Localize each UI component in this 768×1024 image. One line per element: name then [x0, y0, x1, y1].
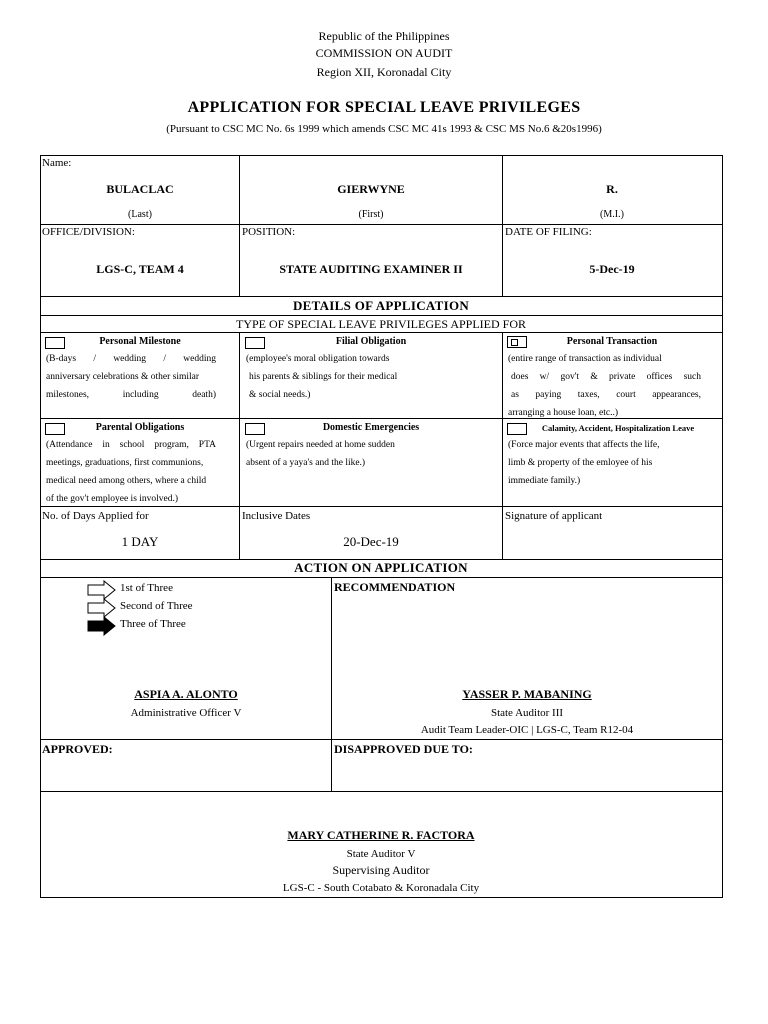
domestic-emergencies-checkbox[interactable]: [245, 423, 265, 435]
left-signatory-name: ASPIA A. ALONTO: [134, 687, 238, 701]
final-signatory-name: MARY CATHERINE R. FACTORA: [287, 828, 475, 842]
position-label: POSITION:: [242, 226, 296, 238]
inclusive-dates-label: Inclusive Dates: [242, 510, 311, 522]
form-title: APPLICATION FOR SPECIAL LEAVE PRIVILEGES: [187, 99, 581, 116]
filial-obligation-title: Filial Obligation: [335, 336, 407, 347]
step-three-label: Three of Three: [120, 618, 186, 630]
personal-milestone-title: Personal Milestone: [99, 336, 181, 347]
domestic-emergencies-title: Domestic Emergencies: [322, 422, 420, 433]
final-signatory-role: Supervising Auditor: [332, 863, 430, 877]
right-signatory-team: Audit Team Leader-OIC | LGS-C, Team R12-04: [420, 724, 634, 736]
signature-label: Signature of applicant: [505, 510, 603, 522]
details-heading: DETAILS OF APPLICATION: [292, 298, 470, 313]
step-one-label: 1st of Three: [120, 582, 173, 594]
office-label: OFFICE/DIVISION:: [42, 226, 135, 238]
action-heading: ACTION ON APPLICATION: [294, 560, 468, 575]
calamity-leave-title: Calamity, Accident, Hospitalization Leave: [541, 423, 695, 433]
middle-initial-caption: (M.I.): [600, 209, 624, 220]
form-subtitle: (Pursuant to CSC MC No. 6s 1999 which amends CSC MC 41s 1993 & CSC MS No.6 &20s1996): [166, 123, 602, 135]
calamity-leave-checkbox[interactable]: [507, 423, 527, 435]
calamity-leave-desc-3: immediate family.): [508, 476, 581, 486]
left-signatory-title: Administrative Officer V: [130, 707, 242, 719]
recommendation-label: RECOMMENDATION: [334, 580, 456, 594]
personal-transaction-desc-2: does w/ gov't & private offices such: [511, 372, 701, 382]
step-two-label: Second of Three: [120, 600, 193, 612]
personal-milestone-desc-1: (B-days / wedding / wedding: [46, 354, 216, 364]
inclusive-dates-value: 20-Dec-19: [343, 534, 399, 549]
personal-transaction-desc-3: as paying taxes, court appearances,: [511, 390, 701, 400]
personal-transaction-title: Personal Transaction: [566, 336, 658, 347]
republic-line: Republic of the Philippines: [318, 29, 450, 43]
last-name-value: BULACLAC: [106, 182, 174, 196]
leave-application-form: [40, 155, 723, 898]
calamity-leave-desc-1: (Force major events that affects the life,: [508, 440, 660, 450]
right-signatory-title: State Auditor III: [490, 707, 564, 719]
personal-transaction-desc-1: (entire range of transaction as individual: [508, 354, 662, 364]
middle-initial-value: R.: [606, 182, 618, 196]
parental-obligations-checkbox[interactable]: [45, 423, 65, 435]
domestic-emergencies-desc-2: absent of a yaya's and the like.): [246, 458, 366, 468]
domestic-emergencies-desc-1: (Urgent repairs needed at home sudden: [246, 440, 395, 450]
step-two-arrow-icon: [87, 598, 117, 618]
personal-milestone-checkbox[interactable]: [45, 337, 65, 349]
filial-obligation-checkbox[interactable]: [245, 337, 265, 349]
filial-obligation-desc-3: & social needs.): [249, 390, 311, 400]
right-signatory-name: YASSER P. MABANING: [462, 687, 592, 701]
personal-milestone-desc-3: milestones, including death): [46, 390, 216, 400]
first-name-value: GIERWYNE: [337, 182, 405, 196]
parental-obligations-desc-1: (Attendance in school program, PTA: [46, 440, 216, 450]
last-name-caption: (Last): [128, 209, 152, 220]
position-value: STATE AUDITING EXAMINER II: [279, 262, 463, 276]
parental-obligations-desc-2: meetings, graduations, first communions,: [46, 458, 204, 468]
date-of-filing-value: 5-Dec-19: [589, 262, 635, 276]
step-one-arrow-icon: [87, 580, 117, 600]
disapproved-label: DISAPPROVED DUE TO:: [334, 742, 473, 756]
step-three-arrow-icon: [87, 616, 117, 636]
region-line: Region XII, Koronadal City: [316, 65, 452, 79]
parental-obligations-desc-3: medical need among others, where a child: [46, 476, 207, 486]
name-label: Name:: [42, 157, 72, 169]
leave-type-heading: TYPE OF SPECIAL LEAVE PRIVILEGES APPLIED FOR: [235, 317, 527, 331]
calamity-leave-desc-2: limb & property of the emloyee of his: [508, 458, 653, 468]
parental-obligations-title: Parental Obligations: [95, 422, 185, 433]
personal-transaction-checkbox[interactable]: [507, 336, 527, 348]
days-applied-label: No. of Days Applied for: [42, 510, 149, 522]
filial-obligation-desc-1: (employee's moral obligation towards: [246, 354, 390, 364]
office-value: LGS-C, TEAM 4: [96, 262, 184, 276]
final-signatory-office: LGS-C - South Cotabato & Koronadala City: [282, 882, 480, 894]
final-signatory-title: State Auditor V: [346, 848, 416, 860]
date-of-filing-label: DATE OF FILING:: [505, 226, 592, 238]
approved-label: APPROVED:: [42, 742, 113, 756]
filial-obligation-desc-2: his parents & siblings for their medical: [249, 372, 398, 382]
agency-line: COMMISSION ON AUDIT: [315, 46, 453, 60]
parental-obligations-desc-4: of the gov't employee is involved.): [46, 494, 179, 504]
personal-milestone-desc-2: anniversary celebrations & other similar: [46, 372, 200, 382]
first-name-caption: (First): [358, 209, 384, 220]
days-applied-value: 1 DAY: [121, 534, 159, 549]
personal-transaction-desc-4: arranging a house loan, etc..): [508, 408, 618, 418]
